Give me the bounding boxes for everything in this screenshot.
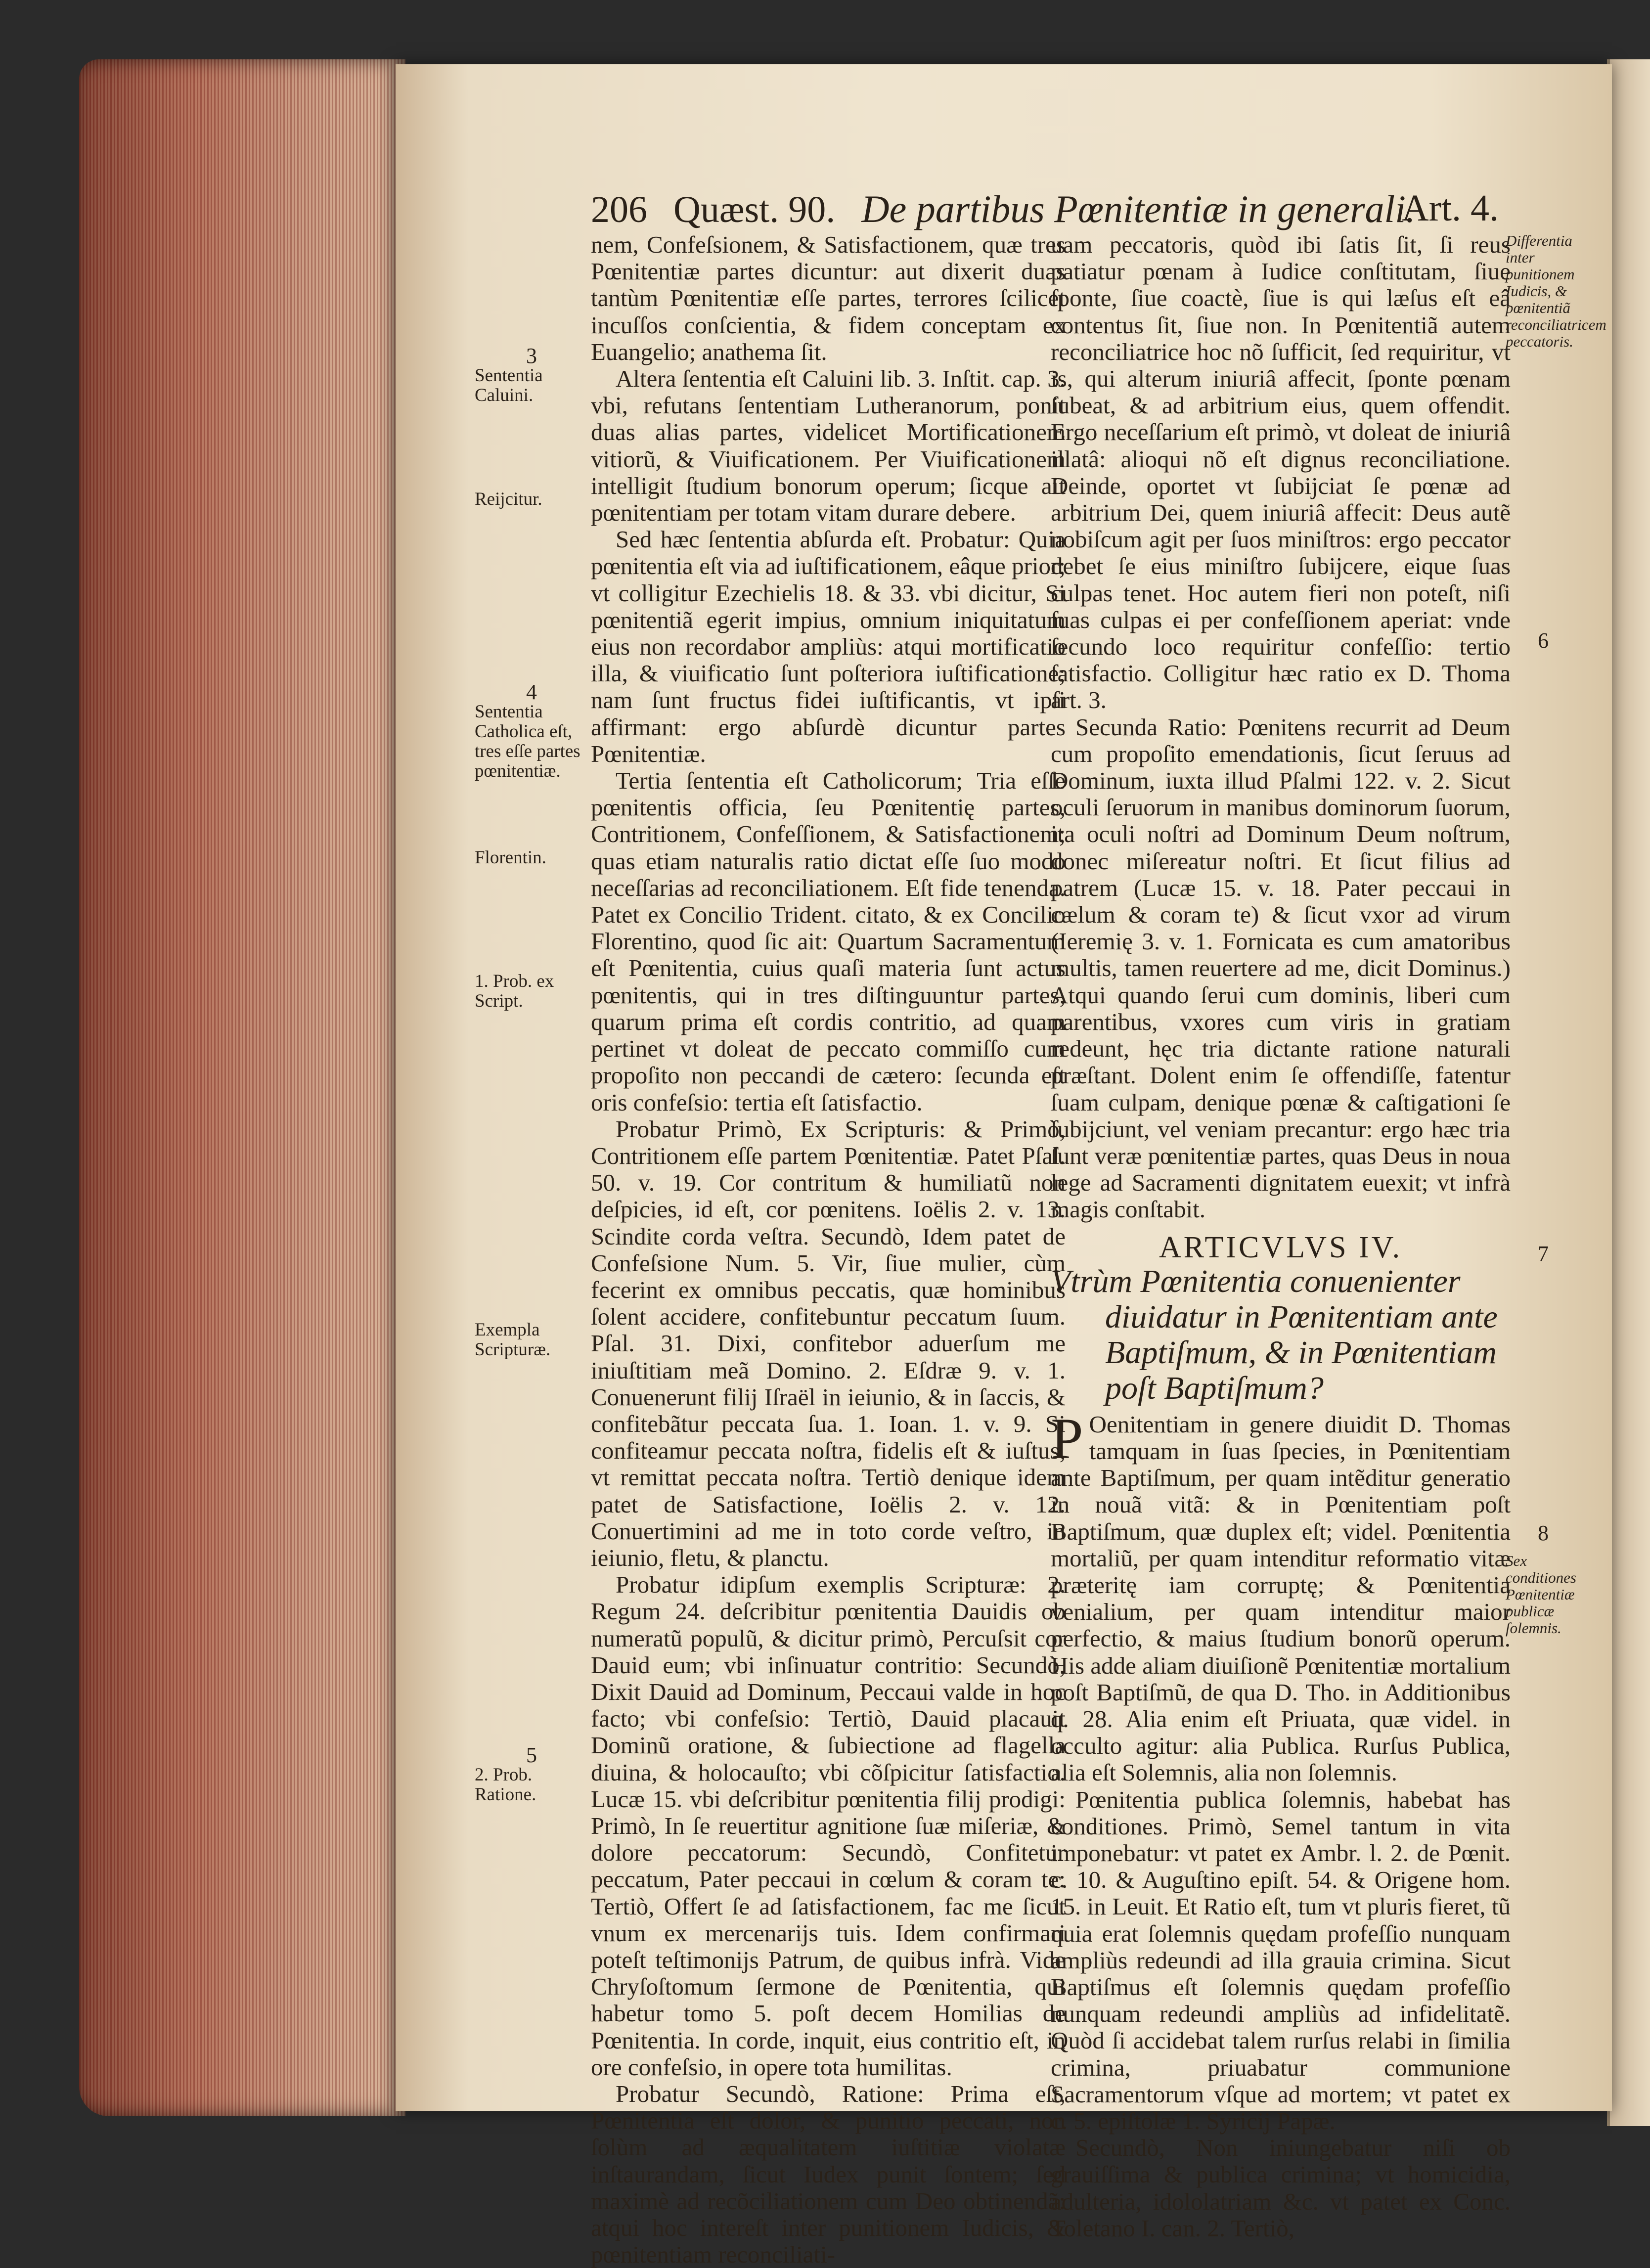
margin-note-catholica: 4 Sententia Catholica eſt, tres eſſe partes pœnitentiæ. xyxy=(475,680,580,781)
margin-note-reijcitur: Reijcitur. xyxy=(475,489,542,509)
paragraph: Probatur Secundò, Ratione: Prima eſt, Pœnitentia eſt dolor, & punitio peccati, non ſolùm ad æqualitatem iuſtitiæ violatæ inſtaurandam, ſicut Iudex punit ſontem; ſed maximè ad recõciliationem cum Deo obtinendã: atqui hoc intereſt inter punitionem Iudicis, & pœnitentiam reconciliati- xyxy=(591,2080,1066,2268)
margin-note-sex-conditiones: Sex conditiones Pœnitentiæ publicæ ſolemnis. xyxy=(1506,1552,1576,1637)
article-heading: ARTICVLVS IV. xyxy=(1159,1230,1402,1264)
paragraph: Secunda Ratio: Pœnitens recurrit ad Deum cum propoſito emendationis, ſicut ſeruus ad Dominum, iuxta illud Pſalmi 122. v. 2. Sicut oculi ſeruorum in manibus dominorum ſuorum, ita oculi noſtri ad Dominum Deum noſtrum, donec miſereatur noſtri. Et ſicut filius ad patrem (Lucæ 15. v. 18. Pater peccaui in cælum & coram te) & ſicut vxor ad virum (Ieremię 3. v. 1. Fornicata es cum amatoribus multis, tamen reuertere ad me, dicit Dominus.) Atqui quando ſerui cum dominis, liberi cum parentibus, vxores cum viris in gratiam redeunt, hęc tria dictante ratione naturali præſtant. Dolent enim ſe offendiſſe, fatentur ſuam culpam, denique pœnæ & caſtigationi ſe ſubijciunt, vel veniam precantur: ergo hæc tria ſunt veræ pœnitentiæ partes, quas Deus in noua lege ad Sacramenti dignitatem euexit; vt infrà magis conſtabit. xyxy=(1051,713,1511,1223)
margin-note-florentin: Florentin. xyxy=(475,847,546,868)
left-text-column xyxy=(591,231,1066,2268)
paragraph-text: Oenitentiam in genere diuidit D. Thomas tamquam in ſuas ſpecies, in Pœnitentiam ante Baptiſmum, per quam intẽditur generatio in nouã vitã: & in Pœnitentiam poſt Baptiſmum, quæ duplex eſt; videl. Pœnitentia mortaliũ, per quam intenditur reformatio vitæ præteritę iam corruptę; & Pœnitentia venialium, per quam intenditur maior perfectio, & maius ſtudium bonorũ operum. His adde aliam diuiſionẽ Pœnitentiæ mortalium poſt Baptiſmũ, de qua D. Tho. in Additionibus q. 28. Alia enim eſt Priuata, quæ videl. in occulto agitur: alia Publica. Rurſus Publica, alia eſt Solemnis, alia non ſolemnis. xyxy=(1051,1410,1511,1786)
paragraph: nem, Confeſsionem, & Satisfactionem, quæ tres Pœnitentiæ partes dicuntur: aut dixerit duas tantùm Pœnitentiæ eſſe partes, terrores ſcilicet incuſſos conſcientia, & fidem conceptam ex Euangelio; anathema ſit. xyxy=(591,231,1066,365)
article-question: Vtrùm Pœnitentia conuenienter diuidatur in Pœnitentiam ante Baptiſmum, & in Pœnitentiam poſt Baptiſmum? xyxy=(1051,1263,1498,1406)
quaestio-label: Quæst. 90. xyxy=(673,189,836,230)
paragraph: Sed hæc ſententia abſurda eſt. Probatur: Quia pœnitentia eſt via ad iuſtificationem, eâque prior; vt colligitur Ezechielis 18. & 33. vbi dicitur, Si pœnitentiã egerit impius, omnium iniquitatum eius non recordabor ampliùs: atqui mortificatio illa, & viuificatio ſunt poſteriora iuſtificatione; nam ſunt fructus fidei iuſtificantis, vt ipſi affirmant: ergo abſurdè dicuntur partes Pœnitentiæ. xyxy=(591,526,1066,767)
right-text-column xyxy=(1051,231,1511,2242)
paragraph: Pœnitentia publica ſolemnis, habebat has conditiones. Primò, Semel tantum in vita imponebatur: vt patet ex Ambr. l. 2. de Pœnit. c. 10. & Auguſtino epiſt. 54. & Origene hom. 15. in Leuit. Et Ratio eſt, tum vt pluris fieret, tũ quia erat ſolemnis quędam profeſſio nunquam ampliùs redeundi ad illa grauia crimina. Sicut Baptiſmus eſt ſolemnis quędam profeſſio nunquam redeundi ampliùs ad infidelitatẽ. Quòd ſi accidebat talem rurſus relabi in ſimilia crimina, priuabatur communione Sacramentorum vſque ad mortem; vt patet ex c. 5. epiſtolæ 1. Syricij Papæ. xyxy=(1051,1785,1511,2135)
paragraph xyxy=(1051,1406,1511,1786)
margin-number-7: 7 xyxy=(1538,1242,1549,1266)
margin-note-prob-script: 1. Prob. ex Script. xyxy=(475,971,554,1011)
margin-note-caluini: 3 Sententia Caluini. xyxy=(475,344,543,405)
drop-cap: P xyxy=(1051,1406,1083,1471)
paragraph: Secundò, Non iniungebatur niſi ob grauiſſima & publica crimina; vt homicidia, adulteria, idololatriam &c. vt patet ex Conc. Toletano I. can. 2. Tertiò, xyxy=(1051,2134,1511,2242)
article-label: Art. 4. xyxy=(1401,187,1499,229)
margin-number-6: 6 xyxy=(1538,628,1549,653)
margin-note-exempla: Exempla Scripturæ. xyxy=(475,1320,551,1360)
paragraph: Altera ſententia eſt Caluini lib. 3. Inſtit. cap. 3. vbi, refutans ſententiam Lutheranorum, ponit duas alias partes, videlicet Mortificationem vitiorũ, & Viuificationem. Per Viuificationem intelligit ſtudium bonorum operum; ſicque ait pœnitentiam per totam vitam durare debere. xyxy=(591,365,1066,527)
margin-note-differentia: Differentia inter punitionem Iudicis, & pœnitentiã reconciliatricem peccatoris. xyxy=(1506,232,1606,350)
margin-number-8: 8 xyxy=(1538,1521,1549,1545)
paragraph: Probatur idipſum exemplis Scripturæ: 2. Regum 24. deſcribitur pœnitentia Dauidis ob numeratũ populũ, & dicitur primò, Percuſsit cor Dauid eum; vbi inſinuatur contritio: Secundò, Dixit Dauid ad Dominum, Peccaui valde in hoc facto; vbi confeſsio: Tertiò, Dauid placauit Dominũ oratione, & ſubiectione ad flagella diuina, & holocauſto; vbi cõſpicitur ſatisfactio. Lucæ 15. vbi deſcribitur pœnitentia filij prodigi: Primò, In ſe reuertitur agnitione ſuæ miſeriæ, & dolore peccatorum: Secundò, Confitetur peccatum, Pater peccaui in cœlum & coram te: Tertiò, Offert ſe ad ſatisfactionem, fac me ſicut vnum ex mercenarijs tuis. Idem confirmari poteſt teſtimonijs Patrum, de quibus infrà. Vide Chryſoſtomum ſermone de Pœnitentia, qui habetur tomo 5. poſt decem Homilias de Pœnitentia. In corde, inquit, eius contritio eſt, in ore confeſsio, in opere tota humilitas. xyxy=(591,1571,1066,2081)
facing-page-edge xyxy=(1607,59,1650,2126)
paragraph: uam peccatoris, quòd ibi ſatis ſit, ſi reus patiatur pœnam à Iudice conſtitutam, ſiue ſponte, ſiue coactè, ſiue is qui læſus eſt eâ contentus ſit, ſiue non. In Pœnitentiã autem reconciliatrice hoc nõ ſufficit, ſed requiritur, vt is, qui alterum iniuriâ affecit, ſponte pœnam ſubeat, & ad arbitrium eius, quem offendit. Ergo neceſſarium eſt primò, vt doleat de iniuriâ illatâ: alioqui nõ eſt dignus reconciliatione. Deinde, oportet vt ſubijciat ſe pœnæ ad arbitrium Dei, quem iniuriâ affecit: Deus autẽ nobiſcum agit per ſuos miniſtros: ergo peccator debet ſe eius miniſtro ſubijcere, eique ſuas culpas tenet. Hoc autem fieri non poteſt, niſi ſuas culpas ei per confeſſionem aperiat: vnde ſecundo loco requiritur confeſſio: tertio ſatisfactio. Colligitur hæc ratio ex D. Thoma art. 3. xyxy=(1051,231,1511,714)
paragraph: Probatur Primò, Ex Scripturis: & Primò, Contritionem eſſe partem Pœnitentiæ. Patet Pſal. 50. v. 19. Cor contritum & humiliatũ non deſpicies, id eſt, cor pœnitens. Ioëlis 2. v. 13. Scindite corda veſtra. Secundò, Idem patet de Confeſsione Num. 5. Vir, ſiue mulier, cùm fecerint ex omnibus peccatis, quæ hominibus ſolent accidere, confitebuntur peccatum ſuum. Pſal. 31. Dixi, confitebor aduerſum me iniuſtitiam meã Domino. 2. Eſdræ 9. v. 1. Conuenerunt filij Iſraël in ieiunio, & in ſaccis, & confitebãtur peccata ſua. 1. Ioan. 1. v. 9. Si confiteamur peccata noſtra, fidelis eſt & iuſtus, vt remittat peccata noſtra. Tertiò denique idem patet de Satisfactione, Ioëlis 2. v. 12. Conuertimini ad me in toto corde veſtro, in ieiunio, fletu, & planctu. xyxy=(591,1115,1066,1571)
header-title: De partibus Pœnitentiæ in generali. xyxy=(861,187,1416,230)
margin-note-ratione: 5 2. Prob. Ratione. xyxy=(475,1743,537,1805)
running-header xyxy=(591,187,1516,231)
paragraph: Tertia ſententia eſt Catholicorum; Tria eſſe pœnitentis officia, ſeu Pœnitentię partes, Contritionem, Confeſſionem, & Satisfactionem; quas etiam naturalis ratio dictat eſſe ſuo modo neceſſarias ad reconciliationem. Eſt fide tenenda. Patet ex Concilio Trident. citato, & ex Concilio Florentino, quod ſic ait: Quartum Sacramentum eſt Pœnitentia, cuius quaſi materia ſunt actus pœnitentis, qui in tres diſtinguuntur partes, quarum prima eſt cordis contritio, ad quam pertinet vt doleat de peccato commiſſo cum propoſito non peccandi de cætero: ſecunda eſt oris confeſsio: tertia eſt ſatisfactio. xyxy=(591,767,1066,1116)
book-fore-edge xyxy=(79,59,405,2116)
page-number: 206 xyxy=(591,189,647,230)
